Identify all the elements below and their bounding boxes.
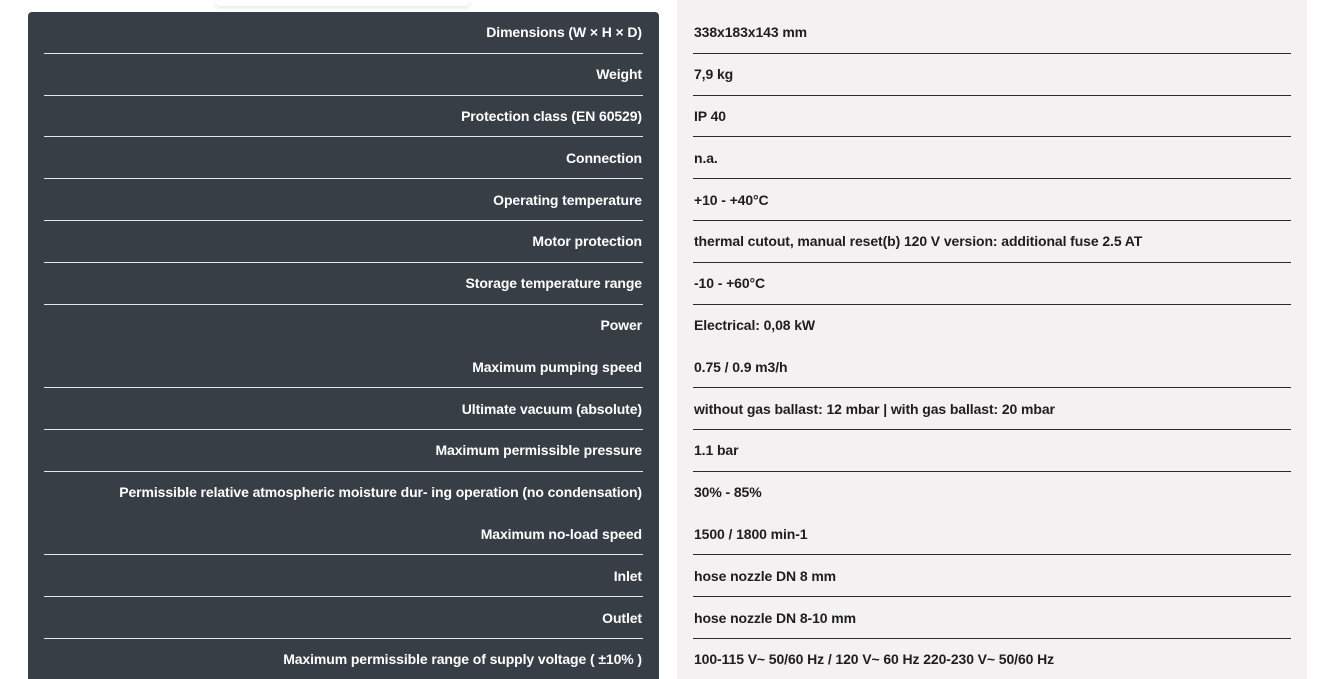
spec-label-max-no-load-speed: Maximum no-load speed [44, 514, 643, 556]
spec-label-power: Power [600, 316, 642, 333]
spec-label-outlet: Outlet [44, 597, 643, 639]
spec-value-weight: 7,9 kg [693, 54, 1291, 96]
spec-label-dimensions: Dimensions (W × H × D) [44, 12, 643, 54]
spec-value-protection-class: IP 40 [693, 96, 1291, 138]
spec-label-relative-moisture: Permissible relative atmospheric moisture dur- ing operation (no condensation) [119, 484, 642, 501]
spec-label-motor-protection: Motor protection [44, 221, 643, 263]
spec-value-max-no-load-speed: 1500 / 1800 min-1 [693, 514, 1291, 556]
spec-label-connection: Connection [44, 137, 643, 179]
spec-value-outlet: hose nozzle DN 8-10 mm [693, 597, 1291, 639]
spec-value-connection: n.a. [693, 137, 1291, 179]
tab-header-shadow [215, 0, 470, 6]
spec-value-dimensions: 338x183x143 mm [693, 12, 1291, 54]
spec-value-storage-temperature: -10 - +60°C [693, 263, 1291, 305]
spec-value-relative-moisture: 30% - 85% [694, 484, 762, 501]
spec-label-weight: Weight [44, 54, 643, 96]
spec-values-column [677, 0, 1307, 679]
spec-value-operating-temperature: +10 - +40°C [693, 179, 1291, 221]
spec-label-protection-class: Protection class (EN 60529) [44, 96, 643, 138]
spec-value-max-permissible-pressure: 1.1 bar [693, 430, 1291, 472]
spec-label-ultimate-vacuum: Ultimate vacuum (absolute) [44, 388, 643, 430]
spec-label-max-permissible-pressure: Maximum permissible pressure [44, 430, 643, 472]
spec-label-operating-temperature: Operating temperature [44, 179, 643, 221]
spec-value-inlet: hose nozzle DN 8 mm [693, 555, 1291, 597]
spec-value-motor-protection: thermal cutout, manual reset(b) 120 V version: additional fuse 2.5 AT [693, 221, 1291, 263]
spec-label-storage-temperature: Storage temperature range [44, 263, 643, 305]
spec-label-max-pumping-speed: Maximum pumping speed [44, 346, 643, 388]
spec-label-supply-voltage-range: Maximum permissible range of supply voltage ( ±10% ) [283, 651, 642, 668]
spec-value-ultimate-vacuum: without gas ballast: 12 mbar | with gas ballast: 20 mbar [693, 388, 1291, 430]
spec-label-inlet: Inlet [44, 555, 643, 597]
spec-labels-column [28, 12, 659, 679]
spec-value-supply-voltage-range: 100-115 V~ 50/60 Hz / 120 V~ 60 Hz 220-230 V~ 50/60 Hz [694, 651, 1055, 668]
spec-value-power: Electrical: 0,08 kW [694, 316, 816, 333]
spec-value-max-pumping-speed: 0.75 / 0.9 m3/h [693, 346, 1291, 388]
